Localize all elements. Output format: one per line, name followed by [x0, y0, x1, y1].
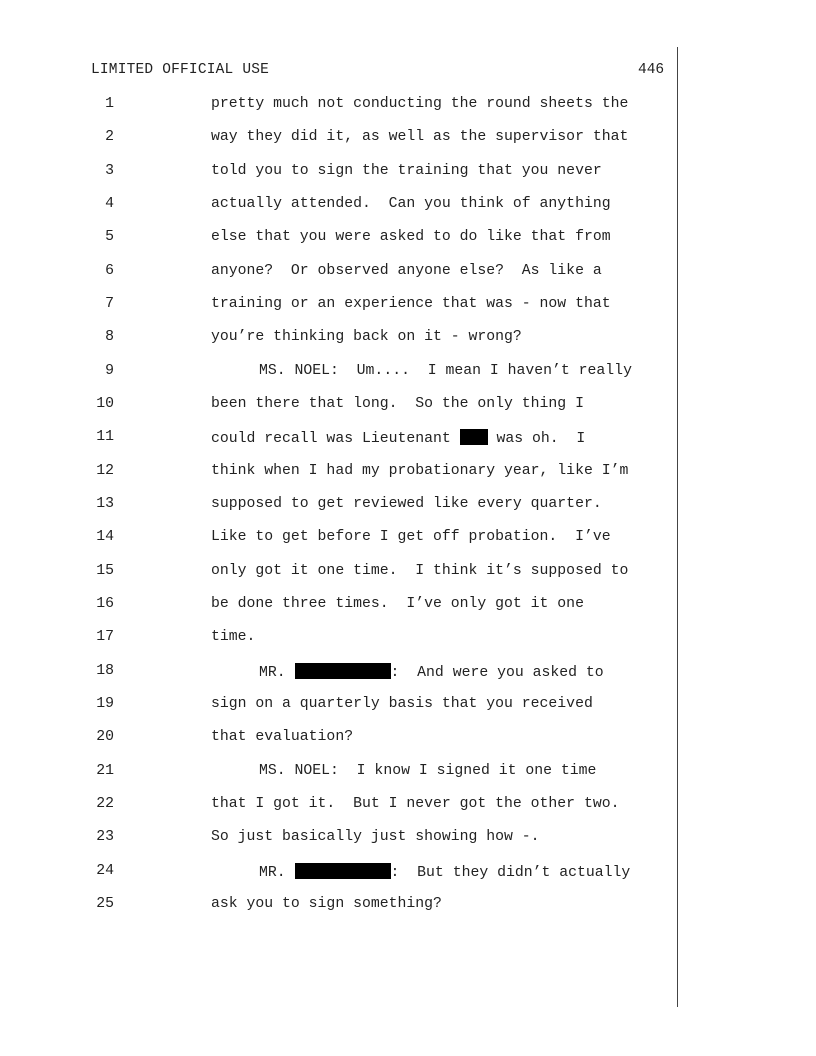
line-number: 7 — [105, 296, 114, 312]
transcript-line — [0, 629, 816, 653]
line-text: be done three times. I’ve only got it one — [211, 596, 584, 612]
line-text: So just basically just showing how -. — [211, 829, 540, 845]
line-number: 13 — [96, 496, 114, 512]
line-number: 10 — [96, 396, 114, 412]
transcript-line — [0, 696, 816, 720]
transcript-line — [0, 129, 816, 153]
line-number: 17 — [96, 629, 114, 645]
line-number: 11 — [96, 429, 114, 445]
line-text-after-redaction: was oh. I — [487, 431, 586, 447]
transcript-line — [0, 263, 816, 287]
line-text: pretty much not conducting the round sheets the — [211, 96, 629, 112]
line-text: MS. NOEL: I know I signed it one time — [259, 763, 597, 779]
line-text: actually attended. Can you think of anything — [211, 196, 611, 212]
header-classification: LIMITED OFFICIAL USE — [91, 62, 270, 78]
line-text — [259, 663, 604, 681]
line-text-after-redaction: : And were you asked to — [390, 665, 604, 681]
line-number: 15 — [96, 563, 114, 579]
line-text: that evaluation? — [211, 729, 354, 745]
line-text: that I got it. But I never got the other two. — [211, 796, 620, 812]
transcript-line — [0, 363, 816, 387]
line-number: 20 — [96, 729, 114, 745]
line-text: anyone? Or observed anyone else? As like a — [211, 263, 602, 279]
redaction-block — [460, 429, 488, 445]
line-number: 4 — [105, 196, 114, 212]
transcript-line — [0, 296, 816, 320]
line-text: think when I had my probationary year, like I’m — [211, 463, 629, 479]
transcript-line — [0, 829, 816, 853]
line-text: way they did it, as well as the supervisor that — [211, 129, 629, 145]
transcript-line — [0, 396, 816, 420]
line-text: you’re thinking back on it - wrong? — [211, 329, 522, 345]
line-text: time. — [211, 629, 256, 645]
line-text — [259, 863, 630, 881]
transcript-line — [0, 796, 816, 820]
transcript-line — [0, 429, 816, 453]
page-number: 446 — [638, 62, 665, 78]
line-number: 18 — [96, 663, 114, 679]
line-text: told you to sign the training that you never — [211, 163, 602, 179]
line-text: sign on a quarterly basis that you received — [211, 696, 593, 712]
line-text — [211, 429, 585, 447]
transcript-line — [0, 663, 816, 687]
line-number: 1 — [105, 96, 114, 112]
line-text: Like to get before I get off probation. I’ve — [211, 529, 611, 545]
transcript-line — [0, 496, 816, 520]
transcript-line — [0, 863, 816, 887]
line-number: 25 — [96, 896, 114, 912]
line-text-after-redaction: : But they didn’t actually — [390, 865, 631, 881]
line-number: 5 — [105, 229, 114, 245]
line-number: 22 — [96, 796, 114, 812]
line-text-before-redaction: MR. — [259, 865, 295, 881]
line-number: 14 — [96, 529, 114, 545]
line-number: 3 — [105, 163, 114, 179]
line-text: been there that long. So the only thing I — [211, 396, 584, 412]
transcript-line — [0, 729, 816, 753]
line-text-before-redaction: could recall was Lieutenant — [211, 431, 460, 447]
redaction-block — [295, 663, 391, 679]
line-text: MS. NOEL: Um.... I mean I haven’t really — [259, 363, 632, 379]
line-number: 23 — [96, 829, 114, 845]
line-text: supposed to get reviewed like every quarter. — [211, 496, 602, 512]
line-number: 21 — [96, 763, 114, 779]
line-number: 9 — [105, 363, 114, 379]
line-number: 2 — [105, 129, 114, 145]
transcript-line — [0, 163, 816, 187]
transcript-line — [0, 596, 816, 620]
line-number: 16 — [96, 596, 114, 612]
redaction-block — [295, 863, 391, 879]
transcript-line — [0, 529, 816, 553]
line-number: 8 — [105, 329, 114, 345]
transcript-line — [0, 463, 816, 487]
line-text: training or an experience that was - now that — [211, 296, 611, 312]
line-text-before-redaction: MR. — [259, 665, 295, 681]
line-text: only got it one time. I think it’s supposed to — [211, 563, 629, 579]
transcript-line — [0, 329, 816, 353]
line-text: else that you were asked to do like that from — [211, 229, 611, 245]
transcript-line — [0, 896, 816, 920]
transcript-line — [0, 229, 816, 253]
line-number: 12 — [96, 463, 114, 479]
line-number: 19 — [96, 696, 114, 712]
transcript-line — [0, 763, 816, 787]
transcript-line — [0, 563, 816, 587]
transcript-line — [0, 96, 816, 120]
line-number: 6 — [105, 263, 114, 279]
transcript-line — [0, 196, 816, 220]
line-number: 24 — [96, 863, 114, 879]
line-text: ask you to sign something? — [211, 896, 442, 912]
